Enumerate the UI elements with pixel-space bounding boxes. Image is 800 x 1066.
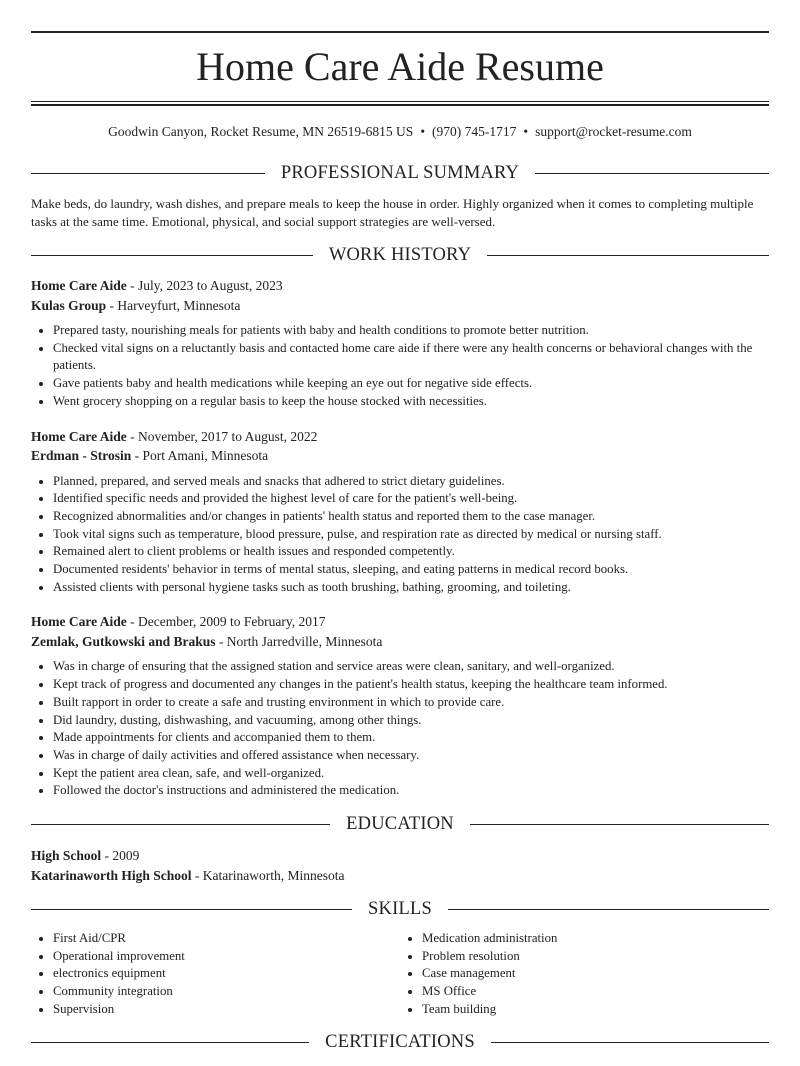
- section-title: PROFESSIONAL SUMMARY: [280, 162, 520, 183]
- list-item: • Made appointments for clients and accompanied them to them.: [53, 729, 769, 747]
- job-dates: - November, 2017 to August, 2022: [126, 428, 318, 444]
- skill-item: • electronics equipment: [53, 965, 400, 983]
- section-title: SKILLS: [368, 898, 432, 919]
- skills-column-right: [400, 930, 769, 1019]
- resume-page: [0, 31, 800, 1055]
- job-location: - Port Amani, Minnesota: [131, 448, 269, 464]
- job-location: - Harveyfurt, Minnesota: [106, 297, 241, 313]
- job-bullets: [31, 658, 769, 800]
- list-item: • Recognized abnormalities and/or changes in patients' health status and reported them to the case manager.: [53, 508, 769, 526]
- job-entry: [31, 427, 769, 597]
- job-location: - North Jarredville, Minnesota: [215, 633, 383, 649]
- skill-item: • Community integration: [53, 983, 400, 1001]
- skill-item: • Team building: [422, 1001, 769, 1019]
- list-item: • Planned, prepared, and served meals and snacks that adhered to strict dietary guidelines.: [53, 473, 769, 491]
- job-dates: - July, 2023 to August, 2023: [126, 278, 283, 293]
- job-dates: - December, 2009 to February, 2017: [126, 614, 326, 630]
- contact-phone: (970) 745-1717: [432, 124, 517, 139]
- list-item: • Gave patients baby and health medications while keeping an eye out for negative side effects.: [53, 375, 769, 393]
- separator: •: [523, 124, 529, 139]
- contact-email: support@rocket-resume.com: [535, 124, 692, 139]
- section-heading-certifications: [31, 1031, 769, 1055]
- job-title: Home Care Aide: [31, 428, 127, 444]
- list-item: • Assisted clients with personal hygiene tasks such as tooth brushing, bathing, grooming, and toileting.: [53, 579, 769, 597]
- job-company: Kulas Group: [31, 297, 107, 313]
- job-company: Erdman - Strosin: [31, 448, 132, 464]
- work-history: [31, 276, 769, 800]
- page-title: Home Care Aide Resume: [196, 44, 604, 89]
- section-heading-summary: [31, 161, 769, 185]
- job-header: [31, 427, 769, 466]
- list-item: • Checked vital signs on a reluctantly basis and contacted home care aide if there were any health concerns or behavioral changes with the patients.: [53, 340, 769, 375]
- job-title: Home Care Aide: [31, 278, 127, 293]
- skill-item: • MS Office: [422, 983, 769, 1001]
- list-item: • Built rapport in order to create a safe and trusting environment in which to provide care.: [53, 694, 769, 712]
- education-entry: [31, 846, 769, 885]
- section-heading-skills: [31, 897, 769, 921]
- section-title: WORK HISTORY: [328, 244, 472, 265]
- education-year: - 2009: [101, 848, 140, 864]
- summary-text: Make beds, do laundry, wash dishes, and prepare meals to keep the house in order. Highly organized when it comes to completing multiple tasks at the same time. Emotional, physical, and social support strategies are well-versed.: [31, 196, 754, 229]
- education-school: Katarinaworth High School: [31, 867, 192, 883]
- section-heading-work: [31, 243, 769, 267]
- list-item: • Kept the patient area clean, safe, and well-organized.: [53, 765, 769, 783]
- section-heading-education: [31, 812, 769, 836]
- education-degree: High School: [31, 848, 102, 864]
- contact-line: [31, 122, 769, 142]
- job-entry: [31, 612, 769, 800]
- list-item: • Identified specific needs and provided the highest level of care for the patient's well-being.: [53, 490, 769, 508]
- job-company: Zemlak, Gutkowski and Brakus: [31, 633, 216, 649]
- list-item: • Kept track of progress and documented any changes in the patient's health status, keeping the healthcare team informed.: [53, 676, 769, 694]
- skills-list: [31, 930, 769, 1019]
- job-bullets: [31, 473, 769, 597]
- double-rule: [31, 101, 769, 106]
- skill-item: • Case management: [422, 965, 769, 983]
- skill-item: • Supervision: [53, 1001, 400, 1019]
- skill-item: • Operational improvement: [53, 948, 400, 966]
- job-bullets: [31, 322, 769, 411]
- list-item: • Prepared tasty, nourishing meals for patients with baby and health conditions to promote better nutrition.: [53, 322, 769, 340]
- list-item: • Remained alert to client problems or health issues and responded competently.: [53, 543, 769, 561]
- list-item: • Documented residents' behavior in terms of mental status, sleeping, and eating patterns in medical record books.: [53, 561, 769, 579]
- contact-address: Goodwin Canyon, Rocket Resume, MN 26519-6815 US: [108, 124, 414, 139]
- job-header: [31, 276, 769, 315]
- separator: •: [420, 124, 426, 139]
- list-item: • Did laundry, dusting, dishwashing, and vacuuming, among other things.: [53, 712, 769, 730]
- list-item: • Took vital signs such as temperature, blood pressure, pulse, and respiration rate as directed by medical or nursing staff.: [53, 526, 769, 544]
- list-item: • Went grocery shopping on a regular basis to keep the house stocked with necessities.: [53, 393, 769, 411]
- skill-item: • First Aid/CPR: [53, 930, 400, 948]
- section-title: EDUCATION: [346, 813, 454, 834]
- section-title: CERTIFICATIONS: [325, 1032, 475, 1053]
- job-title: Home Care Aide: [31, 614, 127, 630]
- job-entry: [31, 276, 769, 411]
- skill-item: • Medication administration: [422, 930, 769, 948]
- list-item: • Was in charge of daily activities and offered assistance when necessary.: [53, 747, 769, 765]
- skills-column-left: [31, 930, 400, 1019]
- list-item: • Followed the doctor's instructions and administered the medication.: [53, 782, 769, 800]
- list-item: • Was in charge of ensuring that the assigned station and service areas were clean, sanitary, and well-organized.: [53, 658, 769, 676]
- skill-item: • Problem resolution: [422, 948, 769, 966]
- job-header: [31, 612, 769, 651]
- education-location: - Katarinaworth, Minnesota: [191, 867, 345, 883]
